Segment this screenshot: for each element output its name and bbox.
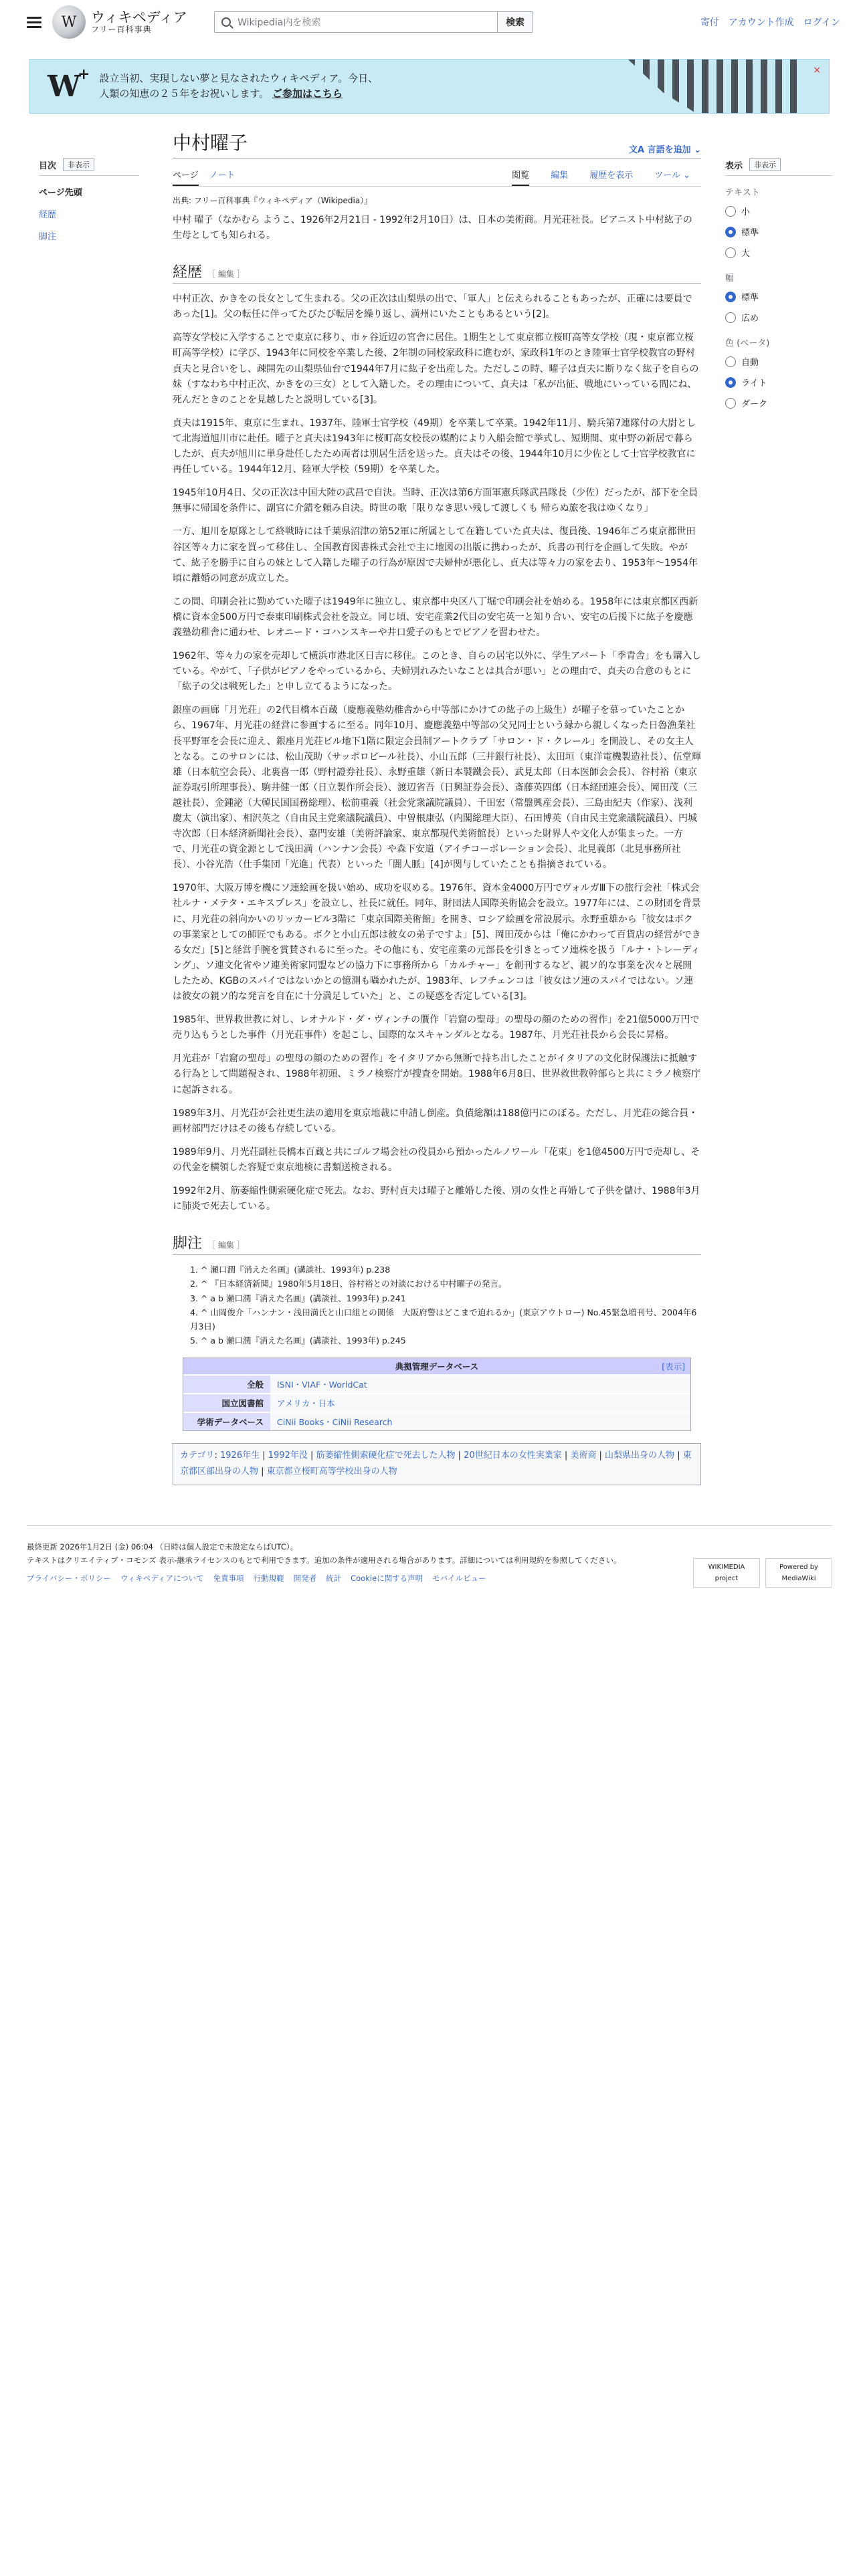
table-of-contents bbox=[39, 128, 139, 1505]
create-account-link[interactable]: アカウント作成 bbox=[728, 17, 794, 28]
category-link[interactable]: 東京都区部出身の人物 bbox=[180, 1450, 692, 1477]
toc-title: 目次 bbox=[39, 160, 57, 171]
tab-history[interactable]: 履歴を表示 bbox=[589, 171, 634, 181]
color-label: 色 (ベータ) bbox=[725, 338, 770, 348]
puzzle-graphic bbox=[628, 60, 802, 114]
authority-value[interactable]: ISNI・VIAF・WorldCat bbox=[270, 1376, 690, 1393]
authority-title: 典拠管理データベース bbox=[395, 1361, 479, 1372]
category-link[interactable]: 1926年生 bbox=[220, 1450, 260, 1461]
appearance-panel bbox=[725, 128, 832, 1505]
category-link[interactable]: 20世紀日本の女性実業家 bbox=[464, 1450, 562, 1461]
category-link[interactable]: 筋萎縮性側索硬化症で死去した人物 bbox=[316, 1450, 456, 1461]
authority-key: 全般 bbox=[183, 1376, 270, 1393]
footer-link[interactable]: 開発者 bbox=[293, 1574, 317, 1584]
tab-talk[interactable]: ノート bbox=[209, 171, 235, 181]
career-paragraph: 貞夫は1915年、東京に生まれ、1937年、陸軍士官学校（49期）を卒業して卒業。1942年11月、騎兵第7連隊付の大尉として北海道旭川市に赴任。曜子と貞夫は1943年に桜町高女校長の媒酌により入船会館で挙式し、短期間、東中野の新居で暮らしたが、貞夫が旭川に単身赴任したため両者は別居生活を送った。貞夫はその後、1944年10月に少佐として士官学校教官に再任している。1944年12月、陸軍大学校（59期）を卒業した。 bbox=[173, 417, 696, 475]
toc-hide-button[interactable]: 非表示 bbox=[63, 158, 94, 171]
search-placeholder: Wikipedia内を検索 bbox=[237, 17, 321, 28]
search-input[interactable] bbox=[214, 11, 498, 33]
authority-show-toggle[interactable]: [表示] bbox=[662, 1361, 685, 1372]
width-standard-radio[interactable]: 標準 bbox=[725, 290, 832, 303]
career-paragraph: 高等女学校に入学することで東京に移り、市ヶ谷近辺の宮舎に居住。1期生として東京都立桜町高等女学校（現・東京都立桜町高等学校）に学び、1943年に同校を卒業した後、2年制の同校家政科に進むが、家政科1年のとき陸軍士官学校教官の野村貞夫と見合いをし、疎開先の山梨県仙台で1944年7月に紘子を出産した。ただしこの時、曜子は貞夫に断りなく紘子を自らの妹（すなわち中村正次、かきをの三女）として入籍した。その理由について、貞夫は「私が出征、戦地にいっている間にね、死んだときのことを見越したと説明している[3]。 bbox=[173, 332, 699, 405]
logo-tagline: フリー百科事典 bbox=[91, 24, 152, 34]
career-paragraph: 1989年9月、月光荘副社長橋本百蔵と共にゴルフ場会社の役員から預かったルノワール「花束」を1億4500万円で売却し、その代金を横領した容疑で東京地検に書類送検される。 bbox=[173, 1146, 700, 1173]
career-paragraph: 銀座の画廊「月光荘」の2代目橋本百蔵（慶應義塾幼稚舎から中等部にかけての紘子の上級生）が曜子を慕っていたことから、1967年、月光荘の経営に参画するに至る。同年10月、慶應義塾中等部の父兄同士という縁から親しくなった日魯漁業社長平野軍を会長に迎え、銀座月光荘ビル地下1階に限定会員制アートクラブ「サロン・ド・クレール」を開設し、その女主人となる。このサロンには、松山茂助（サッポロビール社長）、小山五郎（三井銀行社長）、太田垣（東洋電機製造社長）、伍堂輝雄（日本航空会長）、北裏喜一郎（野村證券社長）、永野重雄（新日本製鐵会長）、武見太郎（日本医師会会長）、谷村裕（東京証券取引所理事長）、駒井健一郎（日立製作所会長）、渡辺省吾（日興証券会長）、斎藤英四郎（日本経団連会長）、岡田茂（三越社長）、金鍾泌（大韓民国国務総理）、松前重義（社会党衆議院議員）、千田宏（常盤興産会長）、三島由紀夫（作家）、浅利慶太（演出家）、相沢英之（自由民主党衆議院議員）、中曽根康弘（内閣総理大臣）、石田博英（自由民主党衆議院議員）、円城寺次郎（日本経済新聞社会長）、嘉門安雄（美術評論家、東京都現代美術館長）といった財界人や文化人が集まった。一方で、月光荘の資金源として浅田満（ハンナン会長）や森下安道（アイチコーポレーション会長）、北見義郎（北見事務所社長）、小谷光浩（仕手集団「光進」代表）といった「闇人脈」[4]が関与していたことも指摘されている。 bbox=[173, 705, 701, 871]
text-size-label: テキスト bbox=[725, 188, 760, 198]
career-paragraph: 月光荘が「岩窟の聖母」の聖母の顔のための習作」をイタリアから無断で持ち出したことがイタリアの文化財保護法に抵触する行為として問題視され、1988年初頭、ミラノ検察庁が捜査を開始。1988年6月8日、世界救世教幹部らと共にミラノ検察庁に起訴される。 bbox=[173, 1053, 701, 1095]
user-links bbox=[700, 15, 840, 29]
authority-value[interactable]: アメリカ・日本 bbox=[270, 1394, 690, 1412]
text-size-large-radio[interactable]: 大 bbox=[725, 246, 832, 259]
reference-item: 1. ^ 瀬口潤『消えた名画』(講談社、1993年) p.238 bbox=[190, 1265, 391, 1275]
footer-link[interactable]: Cookieに関する声明 bbox=[351, 1574, 423, 1584]
site-header bbox=[0, 0, 859, 44]
footer-link[interactable]: 行動規範 bbox=[253, 1574, 284, 1584]
career-paragraph: 1989年3月、月光荘が会社更生法の適用を東京地裁に申請し倒産。負債総額は188億円にのぼる。ただし、月光荘の総合員・画材部門だけはその後も存続している。 bbox=[173, 1107, 698, 1134]
career-paragraph: 1985年、世界救世教に対し、レオナルド・ダ・ヴィンチの贋作「岩窟の聖母」の聖母の顔のための習作」を21億5000万円で売り込もうとした事件（月光荘事件）を起こし、国際的なスキャンダルとなる。1987年、月光荘社長から会長に昇格。 bbox=[173, 1014, 700, 1041]
edit-section-link[interactable]: ［ 編集 ］ bbox=[207, 1241, 245, 1251]
color-auto-radio[interactable]: 自動 bbox=[725, 355, 832, 368]
toc-item-notes[interactable]: 脚注 bbox=[39, 232, 57, 242]
lead-paragraph: 中村 曜子（なかむら ようこ、1926年2月21日 - 1992年2月10日）は、日本の美術商。月光荘社長。ピアニスト中村紘子の生母としても知られる。 bbox=[173, 215, 692, 241]
page-tabs bbox=[173, 165, 701, 187]
category-link[interactable]: 美術商 bbox=[570, 1450, 597, 1461]
close-icon[interactable]: × bbox=[813, 65, 821, 76]
footer-link[interactable]: 免責事項 bbox=[213, 1574, 244, 1584]
career-paragraph: 中村正次、かきをの長女として生まれる。父の正次は山梨県の出で、「軍人」と伝えられることもあったが、正確には要員であった[1]。父の転任に伴ってたびたび転居を繰り返し、満州にいたこともあるという[2]。 bbox=[173, 294, 692, 320]
reference-list bbox=[173, 1263, 701, 1348]
banner-line2: 人類の知恵の２５年をお祝いします。 bbox=[99, 88, 270, 100]
category-link[interactable]: 東京都立桜町高等学校出身の人物 bbox=[266, 1467, 397, 1477]
appearance-hide-button[interactable]: 非表示 bbox=[749, 158, 781, 171]
tab-page[interactable]: ページ bbox=[173, 165, 199, 186]
tab-tools[interactable]: ツール ⌄ bbox=[654, 171, 690, 181]
career-paragraph: 1945年10月4日、父の正次は中国大陸の武昌で自決。当時、正次は第6方面軍憲兵隊武昌隊長（少佐）だったが、部下を全員無事に帰国を条件に、副官に介錯を頼み自決。時世の歌「限りなき思い残して渡しくも 帰らぬ旅を我はゆくなり」 bbox=[173, 488, 698, 514]
section-career-heading: 経歴 ［ 編集 ］ bbox=[173, 261, 701, 284]
mediawiki-badge[interactable]: Powered by MediaWiki bbox=[765, 1558, 832, 1588]
career-paragraph: 1992年2月、筋萎縮性側索硬化症で死去。なお、野村貞夫は曜子と離婚した後、別の女性と再婚して子供を儲け、1988年3月に肺炎で死去している。 bbox=[173, 1185, 700, 1212]
color-light-radio[interactable]: ライト bbox=[725, 376, 832, 389]
tab-edit[interactable]: 編集 bbox=[551, 171, 569, 181]
search-form bbox=[214, 11, 533, 33]
search-button[interactable]: 検索 bbox=[498, 11, 533, 33]
toc-item-career[interactable]: 経歴 bbox=[39, 210, 57, 220]
reference-item: 4. ^ 山岡俊介「ハンナン・浅田満氏と山口組との関係 大阪府警はどこまで迫れるか」(東京アウトロー) No.45緊急増刊号、2004年6月3日) bbox=[190, 1307, 697, 1332]
career-paragraph: この間、印刷会社に勤めていた曜子は1949年に独立し、東京都中央区八丁堀で印刷会社を始める。1958年には東京都区西新橋に資本金500万円で泰東印刷株式会社を設立。同じ頃、安宅産業2代目の安宅英一と知り合い、安宅の后援下に紘子を慶應義塾幼稚舎に通わせ、レオニード・コハンスキーや井口愛子のもとでピアノを習わせた。 bbox=[173, 596, 698, 638]
footer-link[interactable]: ウィキペディアについて bbox=[120, 1574, 204, 1584]
width-wide-radio[interactable]: 広め bbox=[725, 311, 832, 324]
last-edited: 最終更新 2026年1月2日 (金) 06:04 （日時は個人設定で未設定ならばUTC）。 bbox=[27, 1542, 298, 1552]
career-paragraph: 1970年、大阪万博を機にソ連絵画を扱い始め、成功を収める。1976年、資本金4000万円でヴォルガⅢ下の旅行会社「株式会社ルナ・メテタ・エキスプレス」を設立し、社長に就任。同年、財団法人国際美術協会を設立。1977年には、この財団を背景に、月光荘の斜向かいのリッカービル3階に「東京国際美術館」を開き、ロシア絵画を常設展示。永野重雄から「彼女はボクの事業家としての師匠でもある。ボクと小山五郎は彼女の弟子ですよ」[5]、岡田茂からは「俺にかわって百貨店の経営ができる女だ」[5]と経営手腕を賞賛されるに至った。その他にも、安宅産業の元部長を引きとってソ連株を扱う「ルナ・トレーディング」、ソ連文化省やソ連美術家同盟などの協力下に事務所から「カルチャー」を創刊するなど、親ソ的な事業を次々と展開したため、KGBのスパイではないかとの憶測も囁かれたが、1983年、レフチェンコは「彼女はソ連のスパイではない。ソ連は彼女の親ソ的な発言を自在に十分満足していた」と、この疑惑を否定している[3]。 bbox=[173, 883, 701, 1002]
category-links: カテゴリ: 1926年生 | 1992年没 | 筋萎縮性側索硬化症で死去した人物 | 20世紀日本の女性実業家 | 美術商 | 山梨県出身の人物 | 東京都区部出身の人物 | 東京都立桜町高等学校出身の人物 bbox=[173, 1443, 701, 1485]
category-link[interactable]: 山梨県出身の人物 bbox=[605, 1450, 675, 1461]
text-size-small-radio[interactable]: 小 bbox=[725, 205, 832, 217]
source-note: 出典: フリー百科事典『ウィキペディア（Wikipedia）』 bbox=[173, 196, 373, 205]
menu-icon[interactable] bbox=[27, 17, 41, 28]
color-dark-radio[interactable]: ダーク bbox=[725, 397, 832, 409]
edit-section-link[interactable]: ［ 編集 ］ bbox=[207, 270, 245, 280]
w25-logo-icon: W + bbox=[47, 65, 90, 104]
authority-control-box bbox=[183, 1358, 691, 1431]
authority-key: 国立図書館 bbox=[183, 1394, 270, 1412]
category-link[interactable]: 1992年没 bbox=[268, 1450, 308, 1461]
reference-item: 3. ^ a b 瀬口潤『消えた名画』(講談社、1993年) p.241 bbox=[190, 1293, 406, 1303]
page-footer bbox=[27, 1525, 832, 1586]
toc-item-top[interactable]: ページ先頭 bbox=[39, 188, 82, 198]
anniversary-banner bbox=[29, 59, 830, 114]
authority-value[interactable]: CiNii Books・CiNii Research bbox=[270, 1413, 690, 1430]
license-text: テキストはクリエイティブ・コモンズ 表示-継承ライセンスのもとで利用できます。追加の条件が適用される場合があります。詳細については利用規約を参照してください。 bbox=[27, 1555, 622, 1565]
footer-link[interactable]: モバイルビュー bbox=[432, 1574, 486, 1584]
login-link[interactable]: ログイン bbox=[803, 17, 840, 28]
categories-label[interactable]: カテゴリ bbox=[180, 1450, 215, 1461]
footer-link[interactable]: 統計 bbox=[326, 1574, 342, 1584]
wikipedia-logo-icon[interactable]: W bbox=[52, 5, 86, 39]
banner-line1: 設立当初、実現しない夢と見なされたウィキペディア。今日、 bbox=[99, 72, 379, 84]
text-size-standard-radio[interactable]: 標準 bbox=[725, 225, 832, 238]
site-logo[interactable] bbox=[91, 10, 187, 34]
reference-item: 2. ^ 『日本経済新聞』1980年5月18日、谷村裕との対談における中村曜子の発言。 bbox=[190, 1279, 507, 1289]
donate-link[interactable]: 寄付 bbox=[700, 17, 719, 28]
reference-item: 5. ^ a b 瀬口潤『消えた名画』(講談社、1993年) p.245 bbox=[190, 1335, 406, 1346]
authority-key: 学術データベース bbox=[183, 1413, 270, 1430]
footer-link[interactable]: プライバシー・ポリシー bbox=[27, 1574, 111, 1584]
career-paragraph: 一方、旭川を原隊として終戦時には千葉県沼津の第52軍に所属として在籍していた貞夫は、復員後、1946年ごろ東京都世田谷区等々力に家を買って移住し、全国教育図書株式会社で主に地図の出版に携わったが、兵書の刊行を企画して失敗。やがて、紘子を勝手に自らの妹として入籍した曜子の行為が原因で夫婦仲が悪化し、貞夫は等々力の家を去り、1953年〜1954年頃に離婚の同意が成立した。 bbox=[173, 526, 698, 584]
search-icon bbox=[221, 17, 231, 27]
add-language-button[interactable]: 文A 言語を追加 ⌄ bbox=[628, 145, 701, 155]
logo-title: ウィキペディア bbox=[91, 9, 188, 25]
appearance-title: 表示 bbox=[725, 160, 743, 171]
width-label: 幅 bbox=[725, 274, 735, 284]
section-notes-heading: 脚注 ［ 編集 ］ bbox=[173, 1232, 701, 1255]
tab-read[interactable]: 閲覧 bbox=[512, 165, 529, 186]
wikimedia-badge[interactable]: WIKIMEDIA project bbox=[693, 1558, 760, 1588]
career-paragraph: 1962年、等々力の家を売却して横浜市港北区日吉に移住。このとき、自らの居宅以外に、学生アパート「季青舎」をも購入している。やがて、「子供がピアノをやっているから、夫婦別れみたいなことは具合が悪い」との理由で、貞夫の合意のもとに「紘子の父は戦死した」と申し立てるようになった。 bbox=[173, 651, 701, 693]
banner-text bbox=[99, 71, 378, 102]
page-title: 中村曜子 bbox=[173, 132, 248, 154]
article-content bbox=[139, 128, 725, 1505]
banner-join-link[interactable]: ご参加はこちら bbox=[272, 88, 343, 100]
